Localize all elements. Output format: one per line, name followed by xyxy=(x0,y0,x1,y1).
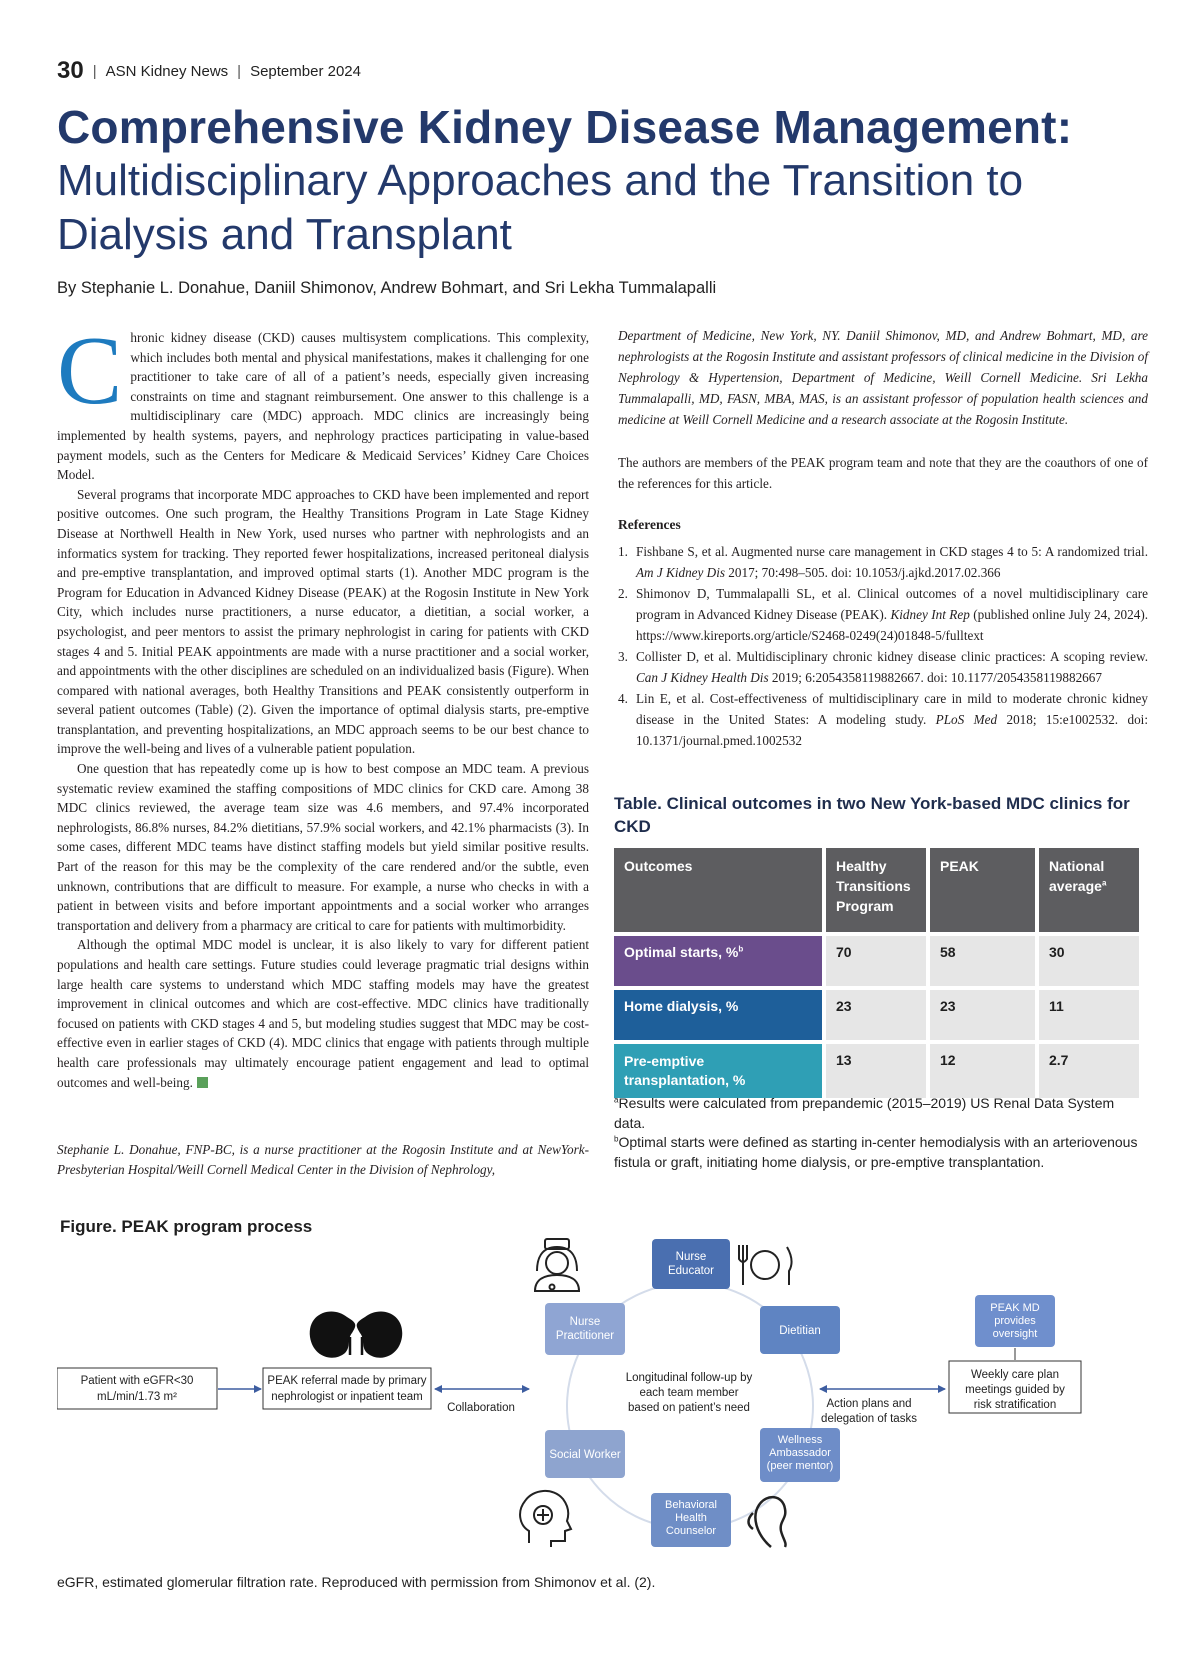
referral-box-line: nephrologist or inpatient team xyxy=(271,1391,423,1403)
table-cell: 11 xyxy=(1039,990,1139,1040)
drop-cap: C xyxy=(57,317,123,425)
reference-item: 2. Shimonov D, Tummalapalli SL, et al. Clinical outcomes of a novel multidisciplinary care program in Advanced Kidney Disease (PEAK). Kidney Int Rep (published online July 24, 2024). https://www.kireports.org/article/S2468-0249(24)01848-5/fulltext xyxy=(618,586,1149,643)
node-nurse-educator xyxy=(652,1239,730,1289)
author-bio-continued: Department of Medicine, New York, NY. Daniil Shimonov, MD, and Andrew Bohmart, MD, are nephrologists at the Rogosin Institute and assistant professors of clinical medicine in the Division of Nephrology & Hypertension, Department of Medicine, Weill Cornell Medicine. Sri Lekha Tummalapalli, MD, FASN, MBA, MAS, is an assistant professor of population health sciences and medicine at Weill Cornell Medicine and a research associate at the Rogosin Institute. xyxy=(618,328,1148,427)
references-list xyxy=(618,541,1148,751)
paragraph-2: Several programs that incorporate MDC approaches to CKD have been implemented and report positive outcomes. One such program, the Healthy Transitions Program in Late Stage Kidney Disease at Northwell Health in New York, used nurses who partner with nephrologists and an informatics system for tracking. They reported fewer hospitalizations, increased peritoneal dialysis and pre-emptive transplantation, and improved optimal starts (1). Another MDC program is the Program for Education in Advanced Kidney Disease (PEAK) at the Rogosin Institute in New York City, which includes nurse practitioners, a nurse educator, a dietitian, a social worker, a psychologist, and peer mentors to assist the primary nephrologist in caring for patients with CKD stages 4 and 5. Initial PEAK appointments are made with a nurse practitioner and a social worker, and appointments with the other disciplines are scheduled on an individualized basis (Figure). When compared with national averages, both Healthy Transitions and PEAK consistently outperform in several patient outcomes (Table) (2). Given the importance of optimal dialysis starts, pre-emptive transplantation, and preventing hospitalizations, an MDC approach seems to be our best chance to improve the well-being and lives of a vulnerable patient population. xyxy=(57,486,589,757)
table-row xyxy=(614,990,1139,1040)
footnote-a: $^a$Results were calculated from prepandemic (2015–2019) US Renal Data System data. xyxy=(614,1095,1115,1131)
row-label: Pre-emptive transplantation, % xyxy=(614,1044,822,1098)
action-plans-label: delegation of tasks xyxy=(821,1413,917,1425)
patient-box-line: Patient with eGFR<30 xyxy=(80,1375,194,1387)
svg-text:Educator: Educator xyxy=(667,1265,715,1277)
byline: By Stephanie L. Donahue, Daniil Shimonov, Andrew Bohmart, and Sri Lekha Tummalapalli xyxy=(57,279,717,297)
svg-text:Practitioner: Practitioner xyxy=(555,1330,615,1342)
table-row xyxy=(614,1044,1139,1098)
weekly-plan-line: Weekly care plan xyxy=(971,1369,1059,1381)
page-number: 30 xyxy=(57,57,84,84)
node-dietitian xyxy=(760,1306,840,1354)
table-row xyxy=(614,936,1139,986)
node-nurse-practitioner xyxy=(545,1303,625,1355)
svg-text:PEAK MD: PEAK MD xyxy=(990,1302,1040,1314)
svg-text:Nurse: Nurse xyxy=(569,1316,601,1328)
table-cell: 70 xyxy=(826,936,926,986)
referral-box-line: PEAK referral made by primary xyxy=(267,1375,427,1387)
reference-item: 3. Collister D, et al. Multidisciplinary chronic kidney disease clinic practices: A scoping review. Can J Kidney Health Dis 2019; 6:2054358119882667. doi: 10.1177/2054358119882667 xyxy=(618,649,1148,685)
column-header: Outcomes xyxy=(614,848,822,932)
svg-text:provides: provides xyxy=(994,1315,1036,1327)
column-header: National average$^a$ xyxy=(1039,848,1139,932)
center-text-line: each team member xyxy=(639,1387,739,1399)
svg-text:Dietitian: Dietitian xyxy=(779,1325,821,1337)
article-body xyxy=(57,317,589,1092)
kidney-outline-icon xyxy=(749,1497,786,1547)
row-label: Optimal starts, %$^b$ xyxy=(614,936,822,986)
end-mark-icon xyxy=(197,1077,208,1088)
table-cell: 23 xyxy=(826,990,926,1040)
node-wellness-ambassador xyxy=(760,1428,840,1482)
header-divider: | xyxy=(92,62,97,80)
peak-process-diagram xyxy=(57,1225,1157,1570)
table-title: Table. Clinical outcomes in two New York-based MDC clinics for CKD xyxy=(614,794,1130,836)
svg-text:Nurse: Nurse xyxy=(675,1251,707,1263)
table-cell: 58 xyxy=(930,936,1035,986)
patient-box-line: mL/min/1.73 m² xyxy=(97,1391,177,1403)
header-divider: | xyxy=(237,62,242,80)
table-cell: 13 xyxy=(826,1044,926,1098)
table-cell: 23 xyxy=(930,990,1035,1040)
paragraph-1 xyxy=(57,317,589,485)
page-header xyxy=(57,56,361,86)
paragraph-4 xyxy=(57,935,589,1092)
references-heading: References xyxy=(618,517,681,532)
action-plans-label: Action plans and xyxy=(826,1398,912,1410)
figure-caption: eGFR, estimated glomerular filtration rate. Reproduced with permission from Shimonov et al. (2). xyxy=(57,1574,656,1590)
column-header: Healthy Transitions Program xyxy=(826,848,926,932)
table-header-row xyxy=(614,848,1139,932)
fork-knife-plate-icon xyxy=(739,1245,792,1285)
paragraph-3: One question that has repeatedly come up is how to best compose an MDC team. A previous systematic review examined the staffing compositions of MDC clinics for CKD care. Among 38 MDC clinics reviewed, the average team size was 4.6 members, and 97.4% incorporated nephrologists, 86.8% nurses, 84.2% dietitians, 57.9% social workers, and 42.1% pharmacists (3). In some cases, different MDC teams have distinct staffing models but yield similar positive results. Part of the reason for this may be the complexity of the care rendered and/or the subtle, even unknown, contributions that are difficult to measure. For example, a nurse who checks in with a patient in between visits and before important appointments and a social worker who arranges transportation and delivery from a pharmacy are critical to care for patients with multimorbidity. xyxy=(57,761,589,933)
svg-text:Ambassador: Ambassador xyxy=(769,1447,831,1459)
node-social-worker xyxy=(545,1430,625,1478)
column-header: PEAK xyxy=(930,848,1035,932)
peak-md-box xyxy=(975,1295,1055,1347)
paragraph-4-text: Although the optimal MDC model is unclear, it is also likely to vary for different patient populations and health care settings. Future studies could leverage pragmatic trial designs within large health care systems to understand which MDC staffing models may have the greatest improvement in clinical outcomes and which are cost-effective. MDC clinics have traditionally focused on patients with CKD stages 4 and 5, but modeling studies suggest that MDC may be cost-effective even in earlier stages of CKD (4). MDC clinics that engage with patients through multiple health care professionals may ultimately encourage patient engagement and lead to optimal outcomes and well-being. xyxy=(57,937,589,1090)
title-line-2: Multidisciplinary Approaches and the Transition to xyxy=(57,156,1024,205)
title-line-1: Comprehensive Kidney Disease Management: xyxy=(57,101,1073,153)
disclosure: The authors are members of the PEAK program team and note that they are the coauthors of one of the references for this article. xyxy=(618,455,1148,491)
svg-text:Wellness: Wellness xyxy=(777,1434,823,1446)
footnote-b: $^b$Optimal starts were defined as starting in-center hemodialysis with an arteriovenous fistula or graft, initiating home dialysis, or pre-emptive transplantation. xyxy=(614,1134,1138,1170)
weekly-plan-line: meetings guided by xyxy=(965,1384,1065,1396)
node-behavioral-health-counselor xyxy=(651,1493,731,1547)
reference-item: 4. Lin E, et al. Cost-effectiveness of multidisciplinary care in mild to moderate chronic kidney disease in the United States: A modeling study. PLoS Med 2018; 15:e1002532. doi: 10.1371/journal.pmed.1002532 xyxy=(618,691,1149,748)
head-medical-icon xyxy=(520,1491,571,1547)
title-line-3: Dialysis and Transplant xyxy=(57,210,512,259)
article-title xyxy=(57,100,1177,262)
kidneys-icon xyxy=(310,1311,402,1357)
table-cell: 30 xyxy=(1039,936,1139,986)
nurse-icon xyxy=(535,1239,579,1291)
publication-name: ASN Kidney News xyxy=(105,62,229,80)
paragraph-1-text: hronic kidney disease (CKD) causes multisystem complications. This complexity, which includes both mental and physical manifestations, makes it challenging for one practitioner to take care of all of a patient’s needs, especially given increasing constraints on time and stagnant reimbursement. One answer to this challenge is a multidisciplinary care (MDC) approach. MDC clinics are increasingly being implemented by health systems, payers, and nephrology practices participating in value-based payment models, such as the Centers for Medicare & Medicaid Services’ Kidney Care Choices Model. xyxy=(57,330,589,483)
svg-text:Health: Health xyxy=(675,1512,707,1524)
weekly-plan-line: risk stratification xyxy=(973,1399,1057,1411)
svg-text:(peer mentor): (peer mentor) xyxy=(766,1460,834,1472)
svg-text:Behavioral: Behavioral xyxy=(665,1499,717,1511)
table-footnotes xyxy=(614,1094,1144,1172)
issue-date: September 2024 xyxy=(250,62,361,80)
svg-text:oversight: oversight xyxy=(992,1328,1038,1340)
svg-text:Social Worker: Social Worker xyxy=(549,1449,621,1461)
row-label: Home dialysis, % xyxy=(614,990,822,1040)
center-text-line: Longitudinal follow-up by xyxy=(625,1372,753,1384)
table-cell: 12 xyxy=(930,1044,1035,1098)
figure-title: Figure. PEAK program process xyxy=(60,1217,313,1236)
author-bio: Stephanie L. Donahue, FNP-BC, is a nurse practitioner at the Rogosin Institute and at NewYork-Presbyterian Hospital/Weill Cornell Medical Center in the Division of Nephrology, xyxy=(57,1142,589,1177)
reference-item: 1. Fishbane S, et al. Augmented nurse care management in CKD stages 4 to 5: A randomized trial. Am J Kidney Dis 2017; 70:498–505. doi: 10.1053/j.ajkd.2017.02.366 xyxy=(618,544,1148,580)
outcomes-table xyxy=(610,844,1143,1102)
collaboration-label: Collaboration xyxy=(447,1402,515,1414)
table-cell: 2.7 xyxy=(1039,1044,1139,1098)
center-text-line: based on patient’s need xyxy=(628,1402,750,1414)
svg-text:Counselor: Counselor xyxy=(665,1525,717,1537)
